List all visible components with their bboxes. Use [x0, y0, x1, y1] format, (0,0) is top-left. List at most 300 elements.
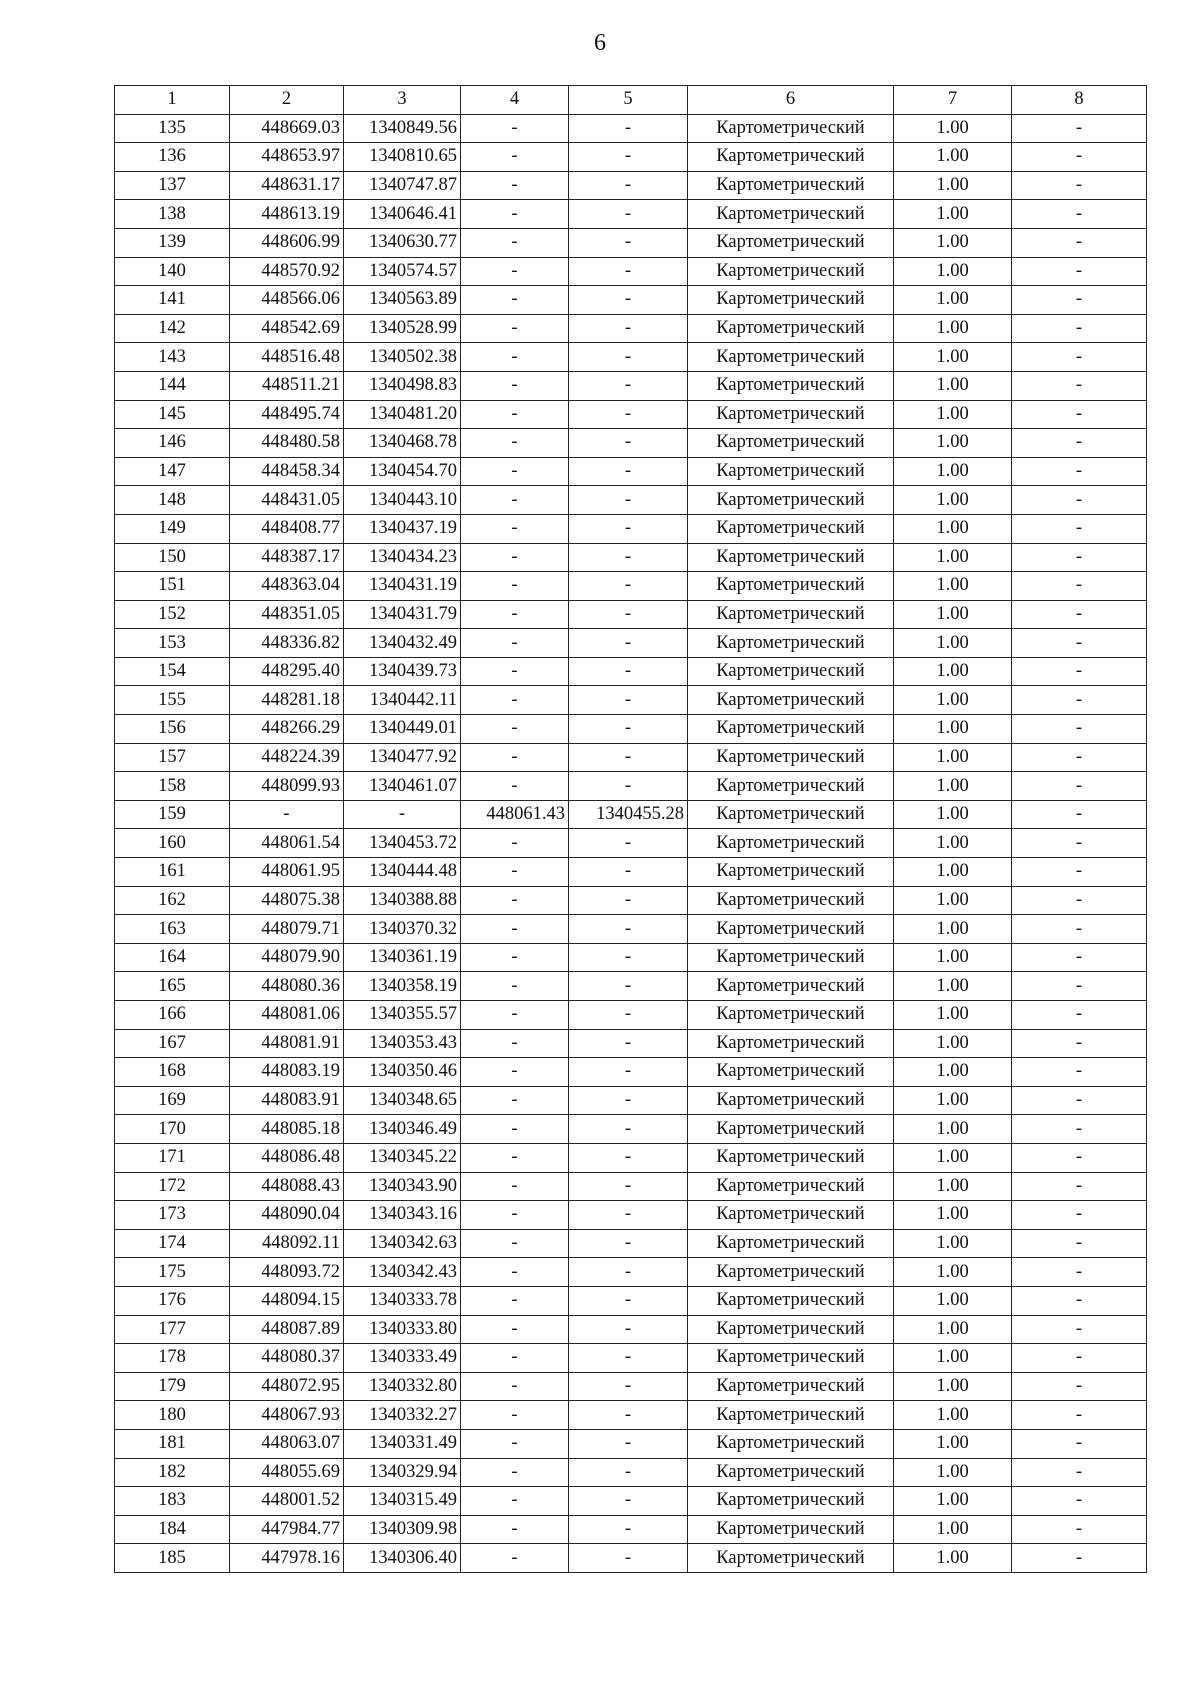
y-new-coordinate-cell: - [569, 858, 688, 887]
x-new-coordinate-cell: - [461, 1401, 569, 1430]
y-new-coordinate-cell: - [569, 429, 688, 458]
y-new-coordinate-cell: - [569, 943, 688, 972]
point-number-cell: 167 [115, 1029, 230, 1058]
y-coordinate-cell: 1340333.80 [344, 1315, 461, 1344]
x-coordinate-cell: 448079.71 [230, 915, 344, 944]
y-new-coordinate-cell: - [569, 600, 688, 629]
accuracy-cell: 1.00 [894, 200, 1012, 229]
x-coordinate-cell: 448669.03 [230, 114, 344, 143]
x-new-coordinate-cell: - [461, 943, 569, 972]
x-coordinate-cell: - [230, 800, 344, 829]
y-new-coordinate-cell: - [569, 1544, 688, 1573]
y-new-coordinate-cell: - [569, 1229, 688, 1258]
y-coordinate-cell: 1340810.65 [344, 143, 461, 172]
method-cell: Картометрический [688, 686, 894, 715]
y-new-coordinate-cell: - [569, 400, 688, 429]
accuracy-cell: 1.00 [894, 1315, 1012, 1344]
column-header: 8 [1012, 86, 1147, 115]
accuracy-cell: 1.00 [894, 1401, 1012, 1430]
y-coordinate-cell: 1340343.16 [344, 1201, 461, 1230]
note-cell: - [1012, 543, 1147, 572]
x-coordinate-cell: 448266.29 [230, 715, 344, 744]
x-new-coordinate-cell: - [461, 1344, 569, 1373]
point-number-cell: 164 [115, 943, 230, 972]
note-cell: - [1012, 715, 1147, 744]
y-coordinate-cell: 1340332.27 [344, 1401, 461, 1430]
x-coordinate-cell: 448063.07 [230, 1429, 344, 1458]
point-number-cell: 141 [115, 286, 230, 315]
y-new-coordinate-cell: - [569, 286, 688, 315]
method-cell: Картометрический [688, 457, 894, 486]
x-coordinate-cell: 448086.48 [230, 1143, 344, 1172]
table-row [115, 200, 1147, 229]
point-number-cell: 156 [115, 715, 230, 744]
note-cell: - [1012, 429, 1147, 458]
x-new-coordinate-cell: - [461, 858, 569, 887]
point-number-cell: 168 [115, 1058, 230, 1087]
method-cell: Картометрический [688, 657, 894, 686]
accuracy-cell: 1.00 [894, 143, 1012, 172]
table-row [115, 1429, 1147, 1458]
accuracy-cell: 1.00 [894, 1429, 1012, 1458]
y-new-coordinate-cell: - [569, 886, 688, 915]
table-row [115, 800, 1147, 829]
x-coordinate-cell: 448099.93 [230, 772, 344, 801]
point-number-cell: 139 [115, 228, 230, 257]
x-new-coordinate-cell: - [461, 1115, 569, 1144]
y-new-coordinate-cell: - [569, 1115, 688, 1144]
y-coordinate-cell: 1340329.94 [344, 1458, 461, 1487]
x-coordinate-cell: 447978.16 [230, 1544, 344, 1573]
accuracy-cell: 1.00 [894, 1544, 1012, 1573]
table-row [115, 1515, 1147, 1544]
accuracy-cell: 1.00 [894, 715, 1012, 744]
point-number-cell: 169 [115, 1086, 230, 1115]
method-cell: Картометрический [688, 1315, 894, 1344]
table-row [115, 1458, 1147, 1487]
method-cell: Картометрический [688, 715, 894, 744]
y-coordinate-cell: 1340353.43 [344, 1029, 461, 1058]
method-cell: Картометрический [688, 1001, 894, 1030]
point-number-cell: 184 [115, 1515, 230, 1544]
x-coordinate-cell: 448094.15 [230, 1286, 344, 1315]
y-new-coordinate-cell: - [569, 1458, 688, 1487]
x-new-coordinate-cell: - [461, 572, 569, 601]
table-row [115, 1401, 1147, 1430]
y-coordinate-cell: 1340434.23 [344, 543, 461, 572]
table-row [115, 1372, 1147, 1401]
accuracy-cell: 1.00 [894, 343, 1012, 372]
x-coordinate-cell: 448093.72 [230, 1258, 344, 1287]
table-row [115, 858, 1147, 887]
x-new-coordinate-cell: - [461, 1544, 569, 1573]
x-new-coordinate-cell: - [461, 1058, 569, 1087]
y-new-coordinate-cell: - [569, 114, 688, 143]
y-new-coordinate-cell: 1340455.28 [569, 800, 688, 829]
point-number-cell: 158 [115, 772, 230, 801]
x-coordinate-cell: 448081.06 [230, 1001, 344, 1030]
y-coordinate-cell: 1340306.40 [344, 1544, 461, 1573]
table-row [115, 1344, 1147, 1373]
table-row [115, 829, 1147, 858]
y-new-coordinate-cell: - [569, 686, 688, 715]
x-new-coordinate-cell: - [461, 543, 569, 572]
method-cell: Картометрический [688, 400, 894, 429]
accuracy-cell: 1.00 [894, 286, 1012, 315]
accuracy-cell: 1.00 [894, 1201, 1012, 1230]
y-coordinate-cell: 1340454.70 [344, 457, 461, 486]
table-row [115, 314, 1147, 343]
x-new-coordinate-cell: - [461, 743, 569, 772]
x-coordinate-cell: 448083.19 [230, 1058, 344, 1087]
point-number-cell: 135 [115, 114, 230, 143]
y-new-coordinate-cell: - [569, 1001, 688, 1030]
x-coordinate-cell: 448087.89 [230, 1315, 344, 1344]
table-row [115, 1258, 1147, 1287]
y-new-coordinate-cell: - [569, 143, 688, 172]
note-cell: - [1012, 1487, 1147, 1516]
method-cell: Картометрический [688, 257, 894, 286]
point-number-cell: 153 [115, 629, 230, 658]
y-coordinate-cell: 1340453.72 [344, 829, 461, 858]
point-number-cell: 143 [115, 343, 230, 372]
point-number-cell: 180 [115, 1401, 230, 1430]
point-number-cell: 152 [115, 600, 230, 629]
x-new-coordinate-cell: - [461, 457, 569, 486]
y-new-coordinate-cell: - [569, 743, 688, 772]
table-row [115, 886, 1147, 915]
x-new-coordinate-cell: - [461, 829, 569, 858]
y-coordinate-cell: 1340498.83 [344, 371, 461, 400]
accuracy-cell: 1.00 [894, 1458, 1012, 1487]
y-coordinate-cell: 1340442.11 [344, 686, 461, 715]
note-cell: - [1012, 486, 1147, 515]
x-coordinate-cell: 448566.06 [230, 286, 344, 315]
table-row [115, 1201, 1147, 1230]
note-cell: - [1012, 1544, 1147, 1573]
x-new-coordinate-cell: - [461, 1143, 569, 1172]
y-coordinate-cell: 1340343.90 [344, 1172, 461, 1201]
accuracy-cell: 1.00 [894, 371, 1012, 400]
method-cell: Картометрический [688, 143, 894, 172]
y-coordinate-cell: 1340348.65 [344, 1086, 461, 1115]
method-cell: Картометрический [688, 1344, 894, 1373]
method-cell: Картометрический [688, 200, 894, 229]
method-cell: Картометрический [688, 629, 894, 658]
note-cell: - [1012, 1229, 1147, 1258]
x-coordinate-cell: 448516.48 [230, 343, 344, 372]
accuracy-cell: 1.00 [894, 686, 1012, 715]
note-cell: - [1012, 171, 1147, 200]
y-coordinate-cell: 1340333.49 [344, 1344, 461, 1373]
method-cell: Картометрический [688, 1172, 894, 1201]
y-coordinate-cell: 1340477.92 [344, 743, 461, 772]
x-coordinate-cell: 448079.90 [230, 943, 344, 972]
y-coordinate-cell: 1340443.10 [344, 486, 461, 515]
method-cell: Картометрический [688, 1544, 894, 1573]
method-cell: Картометрический [688, 1429, 894, 1458]
point-number-cell: 151 [115, 572, 230, 601]
point-number-cell: 179 [115, 1372, 230, 1401]
method-cell: Картометрический [688, 1372, 894, 1401]
column-header: 1 [115, 86, 230, 115]
note-cell: - [1012, 772, 1147, 801]
accuracy-cell: 1.00 [894, 1258, 1012, 1287]
note-cell: - [1012, 657, 1147, 686]
table-row [115, 1172, 1147, 1201]
accuracy-cell: 1.00 [894, 1515, 1012, 1544]
note-cell: - [1012, 886, 1147, 915]
column-header: 4 [461, 86, 569, 115]
table-row [115, 343, 1147, 372]
x-coordinate-cell: 448631.17 [230, 171, 344, 200]
accuracy-cell: 1.00 [894, 114, 1012, 143]
x-coordinate-cell: 448061.95 [230, 858, 344, 887]
table-row [115, 715, 1147, 744]
x-new-coordinate-cell: - [461, 1029, 569, 1058]
y-new-coordinate-cell: - [569, 715, 688, 744]
note-cell: - [1012, 1058, 1147, 1087]
table-row [115, 1315, 1147, 1344]
x-coordinate-cell: 448080.36 [230, 972, 344, 1001]
method-cell: Картометрический [688, 1115, 894, 1144]
table-row [115, 371, 1147, 400]
y-new-coordinate-cell: - [569, 171, 688, 200]
y-new-coordinate-cell: - [569, 314, 688, 343]
y-new-coordinate-cell: - [569, 629, 688, 658]
note-cell: - [1012, 972, 1147, 1001]
method-cell: Картометрический [688, 429, 894, 458]
table-row [115, 572, 1147, 601]
x-coordinate-cell: 448363.04 [230, 572, 344, 601]
x-new-coordinate-cell: - [461, 1086, 569, 1115]
point-number-cell: 155 [115, 686, 230, 715]
x-coordinate-cell: 448081.91 [230, 1029, 344, 1058]
x-new-coordinate-cell: - [461, 228, 569, 257]
note-cell: - [1012, 257, 1147, 286]
y-new-coordinate-cell: - [569, 1058, 688, 1087]
column-header: 6 [688, 86, 894, 115]
x-coordinate-cell: 448387.17 [230, 543, 344, 572]
accuracy-cell: 1.00 [894, 1172, 1012, 1201]
x-new-coordinate-cell: - [461, 600, 569, 629]
point-number-cell: 182 [115, 1458, 230, 1487]
note-cell: - [1012, 1286, 1147, 1315]
point-number-cell: 137 [115, 171, 230, 200]
accuracy-cell: 1.00 [894, 600, 1012, 629]
x-coordinate-cell: 448067.93 [230, 1401, 344, 1430]
note-cell: - [1012, 1143, 1147, 1172]
point-number-cell: 171 [115, 1143, 230, 1172]
accuracy-cell: 1.00 [894, 486, 1012, 515]
table-row [115, 686, 1147, 715]
y-coordinate-cell: 1340439.73 [344, 657, 461, 686]
point-number-cell: 172 [115, 1172, 230, 1201]
table-header-row [115, 86, 1147, 115]
point-number-cell: 161 [115, 858, 230, 887]
table-row [115, 1029, 1147, 1058]
point-number-cell: 162 [115, 886, 230, 915]
y-new-coordinate-cell: - [569, 772, 688, 801]
y-new-coordinate-cell: - [569, 486, 688, 515]
x-coordinate-cell: 448080.37 [230, 1344, 344, 1373]
method-cell: Картометрический [688, 972, 894, 1001]
point-number-cell: 150 [115, 543, 230, 572]
y-coordinate-cell: 1340355.57 [344, 1001, 461, 1030]
x-new-coordinate-cell: - [461, 1258, 569, 1287]
table-row [115, 457, 1147, 486]
x-coordinate-cell: 448495.74 [230, 400, 344, 429]
y-new-coordinate-cell: - [569, 1172, 688, 1201]
note-cell: - [1012, 228, 1147, 257]
y-coordinate-cell: 1340747.87 [344, 171, 461, 200]
accuracy-cell: 1.00 [894, 743, 1012, 772]
point-number-cell: 185 [115, 1544, 230, 1573]
y-coordinate-cell: 1340358.19 [344, 972, 461, 1001]
point-number-cell: 175 [115, 1258, 230, 1287]
method-cell: Картометрический [688, 1229, 894, 1258]
x-coordinate-cell: 448090.04 [230, 1201, 344, 1230]
method-cell: Картометрический [688, 743, 894, 772]
note-cell: - [1012, 457, 1147, 486]
note-cell: - [1012, 1201, 1147, 1230]
y-coordinate-cell: 1340437.19 [344, 514, 461, 543]
method-cell: Картометрический [688, 1143, 894, 1172]
x-coordinate-cell: 448295.40 [230, 657, 344, 686]
y-new-coordinate-cell: - [569, 543, 688, 572]
y-new-coordinate-cell: - [569, 1315, 688, 1344]
x-new-coordinate-cell: - [461, 657, 569, 686]
x-new-coordinate-cell: - [461, 972, 569, 1001]
x-coordinate-cell: 448511.21 [230, 371, 344, 400]
y-coordinate-cell: 1340350.46 [344, 1058, 461, 1087]
x-new-coordinate-cell: - [461, 1515, 569, 1544]
table-row [115, 514, 1147, 543]
accuracy-cell: 1.00 [894, 314, 1012, 343]
x-new-coordinate-cell: - [461, 715, 569, 744]
method-cell: Картометрический [688, 486, 894, 515]
x-new-coordinate-cell: - [461, 1458, 569, 1487]
y-new-coordinate-cell: - [569, 514, 688, 543]
y-coordinate-cell: 1340346.49 [344, 1115, 461, 1144]
x-coordinate-cell: 448336.82 [230, 629, 344, 658]
accuracy-cell: 1.00 [894, 543, 1012, 572]
point-number-cell: 159 [115, 800, 230, 829]
x-coordinate-cell: 448083.91 [230, 1086, 344, 1115]
x-new-coordinate-cell: - [461, 1229, 569, 1258]
point-number-cell: 165 [115, 972, 230, 1001]
x-new-coordinate-cell: - [461, 915, 569, 944]
note-cell: - [1012, 314, 1147, 343]
method-cell: Картометрический [688, 886, 894, 915]
y-new-coordinate-cell: - [569, 657, 688, 686]
table-row [115, 972, 1147, 1001]
y-coordinate-cell: 1340461.07 [344, 772, 461, 801]
note-cell: - [1012, 114, 1147, 143]
y-new-coordinate-cell: - [569, 228, 688, 257]
x-coordinate-cell: 448281.18 [230, 686, 344, 715]
method-cell: Картометрический [688, 572, 894, 601]
point-number-cell: 176 [115, 1286, 230, 1315]
method-cell: Картометрический [688, 600, 894, 629]
y-new-coordinate-cell: - [569, 915, 688, 944]
method-cell: Картометрический [688, 543, 894, 572]
x-new-coordinate-cell: - [461, 1286, 569, 1315]
x-coordinate-cell: 448072.95 [230, 1372, 344, 1401]
column-header: 3 [344, 86, 461, 115]
method-cell: Картометрический [688, 114, 894, 143]
x-new-coordinate-cell: - [461, 257, 569, 286]
y-new-coordinate-cell: - [569, 1487, 688, 1516]
table-row [115, 943, 1147, 972]
x-coordinate-cell: 448224.39 [230, 743, 344, 772]
table-row [115, 1544, 1147, 1573]
y-coordinate-cell: 1340332.80 [344, 1372, 461, 1401]
y-coordinate-cell: 1340563.89 [344, 286, 461, 315]
y-coordinate-cell: 1340481.20 [344, 400, 461, 429]
x-new-coordinate-cell: - [461, 143, 569, 172]
x-coordinate-cell: 448542.69 [230, 314, 344, 343]
x-new-coordinate-cell: - [461, 772, 569, 801]
y-coordinate-cell: 1340528.99 [344, 314, 461, 343]
point-number-cell: 174 [115, 1229, 230, 1258]
x-new-coordinate-cell: - [461, 1372, 569, 1401]
accuracy-cell: 1.00 [894, 1086, 1012, 1115]
x-new-coordinate-cell: - [461, 286, 569, 315]
table-row [115, 1086, 1147, 1115]
table-row [115, 915, 1147, 944]
coordinates-table [114, 85, 1147, 1573]
note-cell: - [1012, 572, 1147, 601]
table-row [115, 1286, 1147, 1315]
accuracy-cell: 1.00 [894, 429, 1012, 458]
point-number-cell: 173 [115, 1201, 230, 1230]
point-number-cell: 183 [115, 1487, 230, 1516]
x-coordinate-cell: 448431.05 [230, 486, 344, 515]
table-row [115, 486, 1147, 515]
accuracy-cell: 1.00 [894, 1058, 1012, 1087]
note-cell: - [1012, 200, 1147, 229]
x-coordinate-cell: 448480.58 [230, 429, 344, 458]
method-cell: Картометрический [688, 343, 894, 372]
method-cell: Картометрический [688, 800, 894, 829]
x-new-coordinate-cell: - [461, 400, 569, 429]
accuracy-cell: 1.00 [894, 228, 1012, 257]
column-header: 2 [230, 86, 344, 115]
point-number-cell: 149 [115, 514, 230, 543]
note-cell: - [1012, 1172, 1147, 1201]
x-coordinate-cell: 448613.19 [230, 200, 344, 229]
x-new-coordinate-cell: - [461, 1315, 569, 1344]
method-cell: Картометрический [688, 1086, 894, 1115]
note-cell: - [1012, 829, 1147, 858]
method-cell: Картометрический [688, 371, 894, 400]
accuracy-cell: 1.00 [894, 1115, 1012, 1144]
method-cell: Картометрический [688, 772, 894, 801]
y-new-coordinate-cell: - [569, 371, 688, 400]
method-cell: Картометрический [688, 171, 894, 200]
y-coordinate-cell: 1340630.77 [344, 228, 461, 257]
y-coordinate-cell: 1340444.48 [344, 858, 461, 887]
y-new-coordinate-cell: - [569, 1372, 688, 1401]
x-coordinate-cell: 448653.97 [230, 143, 344, 172]
table-row [115, 228, 1147, 257]
accuracy-cell: 1.00 [894, 886, 1012, 915]
x-new-coordinate-cell: - [461, 514, 569, 543]
accuracy-cell: 1.00 [894, 1487, 1012, 1516]
table-row [115, 286, 1147, 315]
table-row [115, 1115, 1147, 1144]
